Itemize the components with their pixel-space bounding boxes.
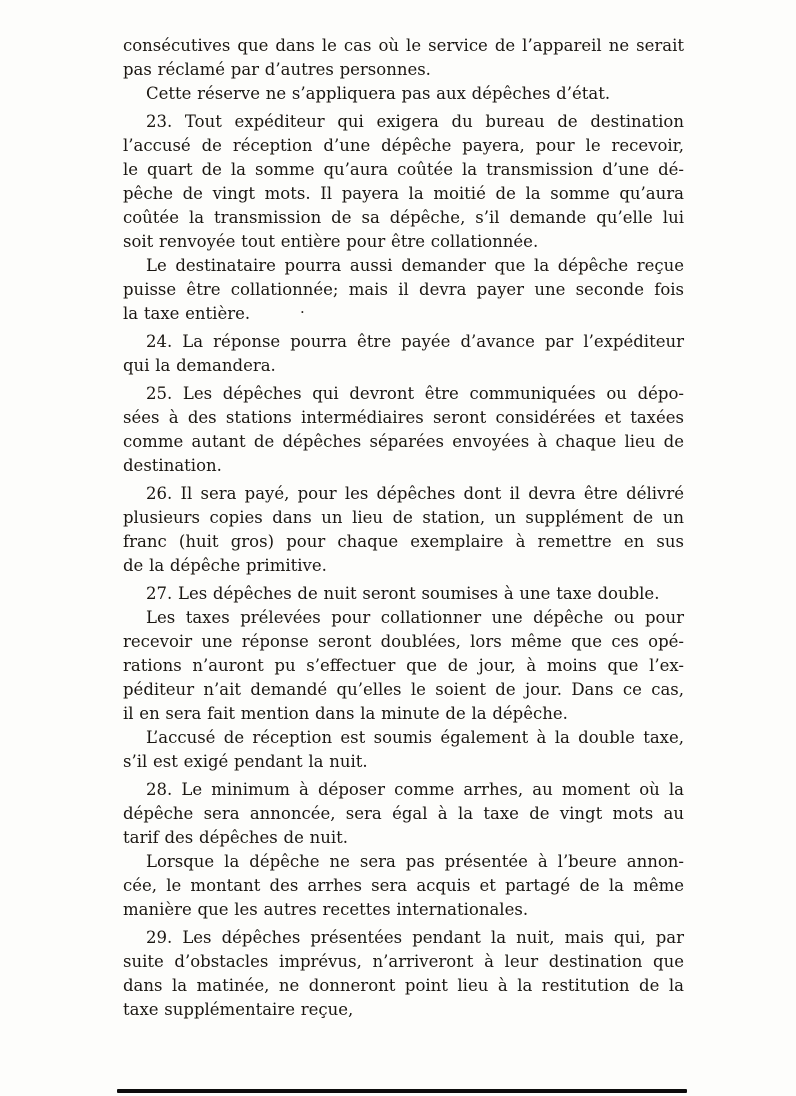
text-line: Le destinataire pourra aussi demander que la dépêche reçue xyxy=(146,256,684,275)
text-line: L’accusé de réception est soumis également à la double taxe, xyxy=(146,728,684,747)
text-line: s’il est exigé pendant la nuit. xyxy=(123,752,368,771)
ink-speck: · xyxy=(300,303,305,321)
text-line: rations n’auront pu s’effectuer que de jour, à moins que l’ex- xyxy=(123,656,684,675)
paragraph xyxy=(123,778,684,850)
text-line: de la dépêche primitive. xyxy=(123,556,327,575)
page-text xyxy=(123,34,684,1022)
text-line: puisse être collationnée; mais il devra payer une seconde fois xyxy=(123,280,684,299)
paragraph xyxy=(123,850,684,922)
text-line: pêche de vingt mots. Il payera la moitié de la somme qu’aura xyxy=(123,184,684,203)
text-line: 24. La réponse pourra être payée d’avance par l’expéditeur xyxy=(146,332,684,351)
paragraph xyxy=(123,726,684,774)
text-line: Lorsque la dépêche ne sera pas présentée à l’beure annon- xyxy=(146,852,684,871)
scan-edge xyxy=(117,1089,687,1093)
text-line: 26. Il sera payé, pour les dépêches dont il devra être délivré xyxy=(146,484,684,503)
text-line: 27. Les dépêches de nuit seront soumises à une taxe double. xyxy=(146,584,660,603)
paragraph xyxy=(123,82,684,106)
text-line: franc (huit gros) pour chaque exemplaire à remettre en sus xyxy=(123,532,684,551)
text-line: 29. Les dépêches présentées pendant la nuit, mais qui, par xyxy=(146,928,684,947)
text-line: taxe supplémentaire reçue, xyxy=(123,1000,354,1019)
text-line: Les taxes prélevées pour collationner une dépêche ou pour xyxy=(146,608,684,627)
text-line: soit renvoyée tout entière pour être collationnée. xyxy=(123,232,539,251)
paragraph xyxy=(123,582,684,606)
paragraph xyxy=(123,482,684,578)
paragraph xyxy=(123,110,684,254)
text-line: sées à des stations intermédiaires seront considérées et taxées xyxy=(123,408,684,427)
text-line: 28. Le minimum à déposer comme arrhes, au moment où la xyxy=(146,780,684,799)
paragraph xyxy=(123,606,684,726)
text-line: manière que les autres recettes internationales. xyxy=(123,900,529,919)
text-line: l’accusé de réception d’une dépêche payera, pour le recevoir, xyxy=(123,136,684,155)
paragraph xyxy=(123,254,684,326)
text-line: pas réclamé par d’autres personnes. xyxy=(123,60,431,79)
paragraph xyxy=(123,330,684,378)
text-line: comme autant de dépêches séparées envoyées à chaque lieu de xyxy=(123,432,684,451)
paragraph xyxy=(123,34,684,82)
text-line: recevoir une réponse seront doublées, lors même que ces opé- xyxy=(123,632,684,651)
text-line: 25. Les dépêches qui devront être communiquées ou dépo- xyxy=(146,384,684,403)
text-line: la taxe entière. xyxy=(123,304,251,323)
text-line: consécutives que dans le cas où le service de l’appareil ne serait xyxy=(123,36,684,55)
text-line: tarif des dépêches de nuit. xyxy=(123,828,348,847)
text-line: 23. Tout expéditeur qui exigera du bureau de destination xyxy=(146,112,684,131)
text-line: coûtée la transmission de sa dépêche, s’il demande qu’elle lui xyxy=(123,208,684,227)
text-line: Cette réserve ne s’appliquera pas aux dépêches d’état. xyxy=(146,84,611,103)
text-line: il en sera fait mention dans la minute de la dépêche. xyxy=(123,704,568,723)
text-line: péditeur n’ait demandé qu’elles le soient de jour. Dans ce cas, xyxy=(123,680,684,699)
text-line: dans la matinée, ne donneront point lieu à la restitution de la xyxy=(123,976,684,995)
paragraph xyxy=(123,926,684,1022)
text-line: le quart de la somme qu’aura coûtée la transmission d’une dé- xyxy=(123,160,684,179)
paragraph xyxy=(123,382,684,478)
text-line: qui la demandera. xyxy=(123,356,276,375)
text-line: destination. xyxy=(123,456,222,475)
text-line: plusieurs copies dans un lieu de station, un supplément de un xyxy=(123,508,684,527)
text-line: dépêche sera annoncée, sera égal à la taxe de vingt mots au xyxy=(123,804,684,823)
text-line: cée, le montant des arrhes sera acquis et partagé de la même xyxy=(123,876,684,895)
text-line: suite d’obstacles imprévus, n’arriveront à leur destination que xyxy=(123,952,684,971)
